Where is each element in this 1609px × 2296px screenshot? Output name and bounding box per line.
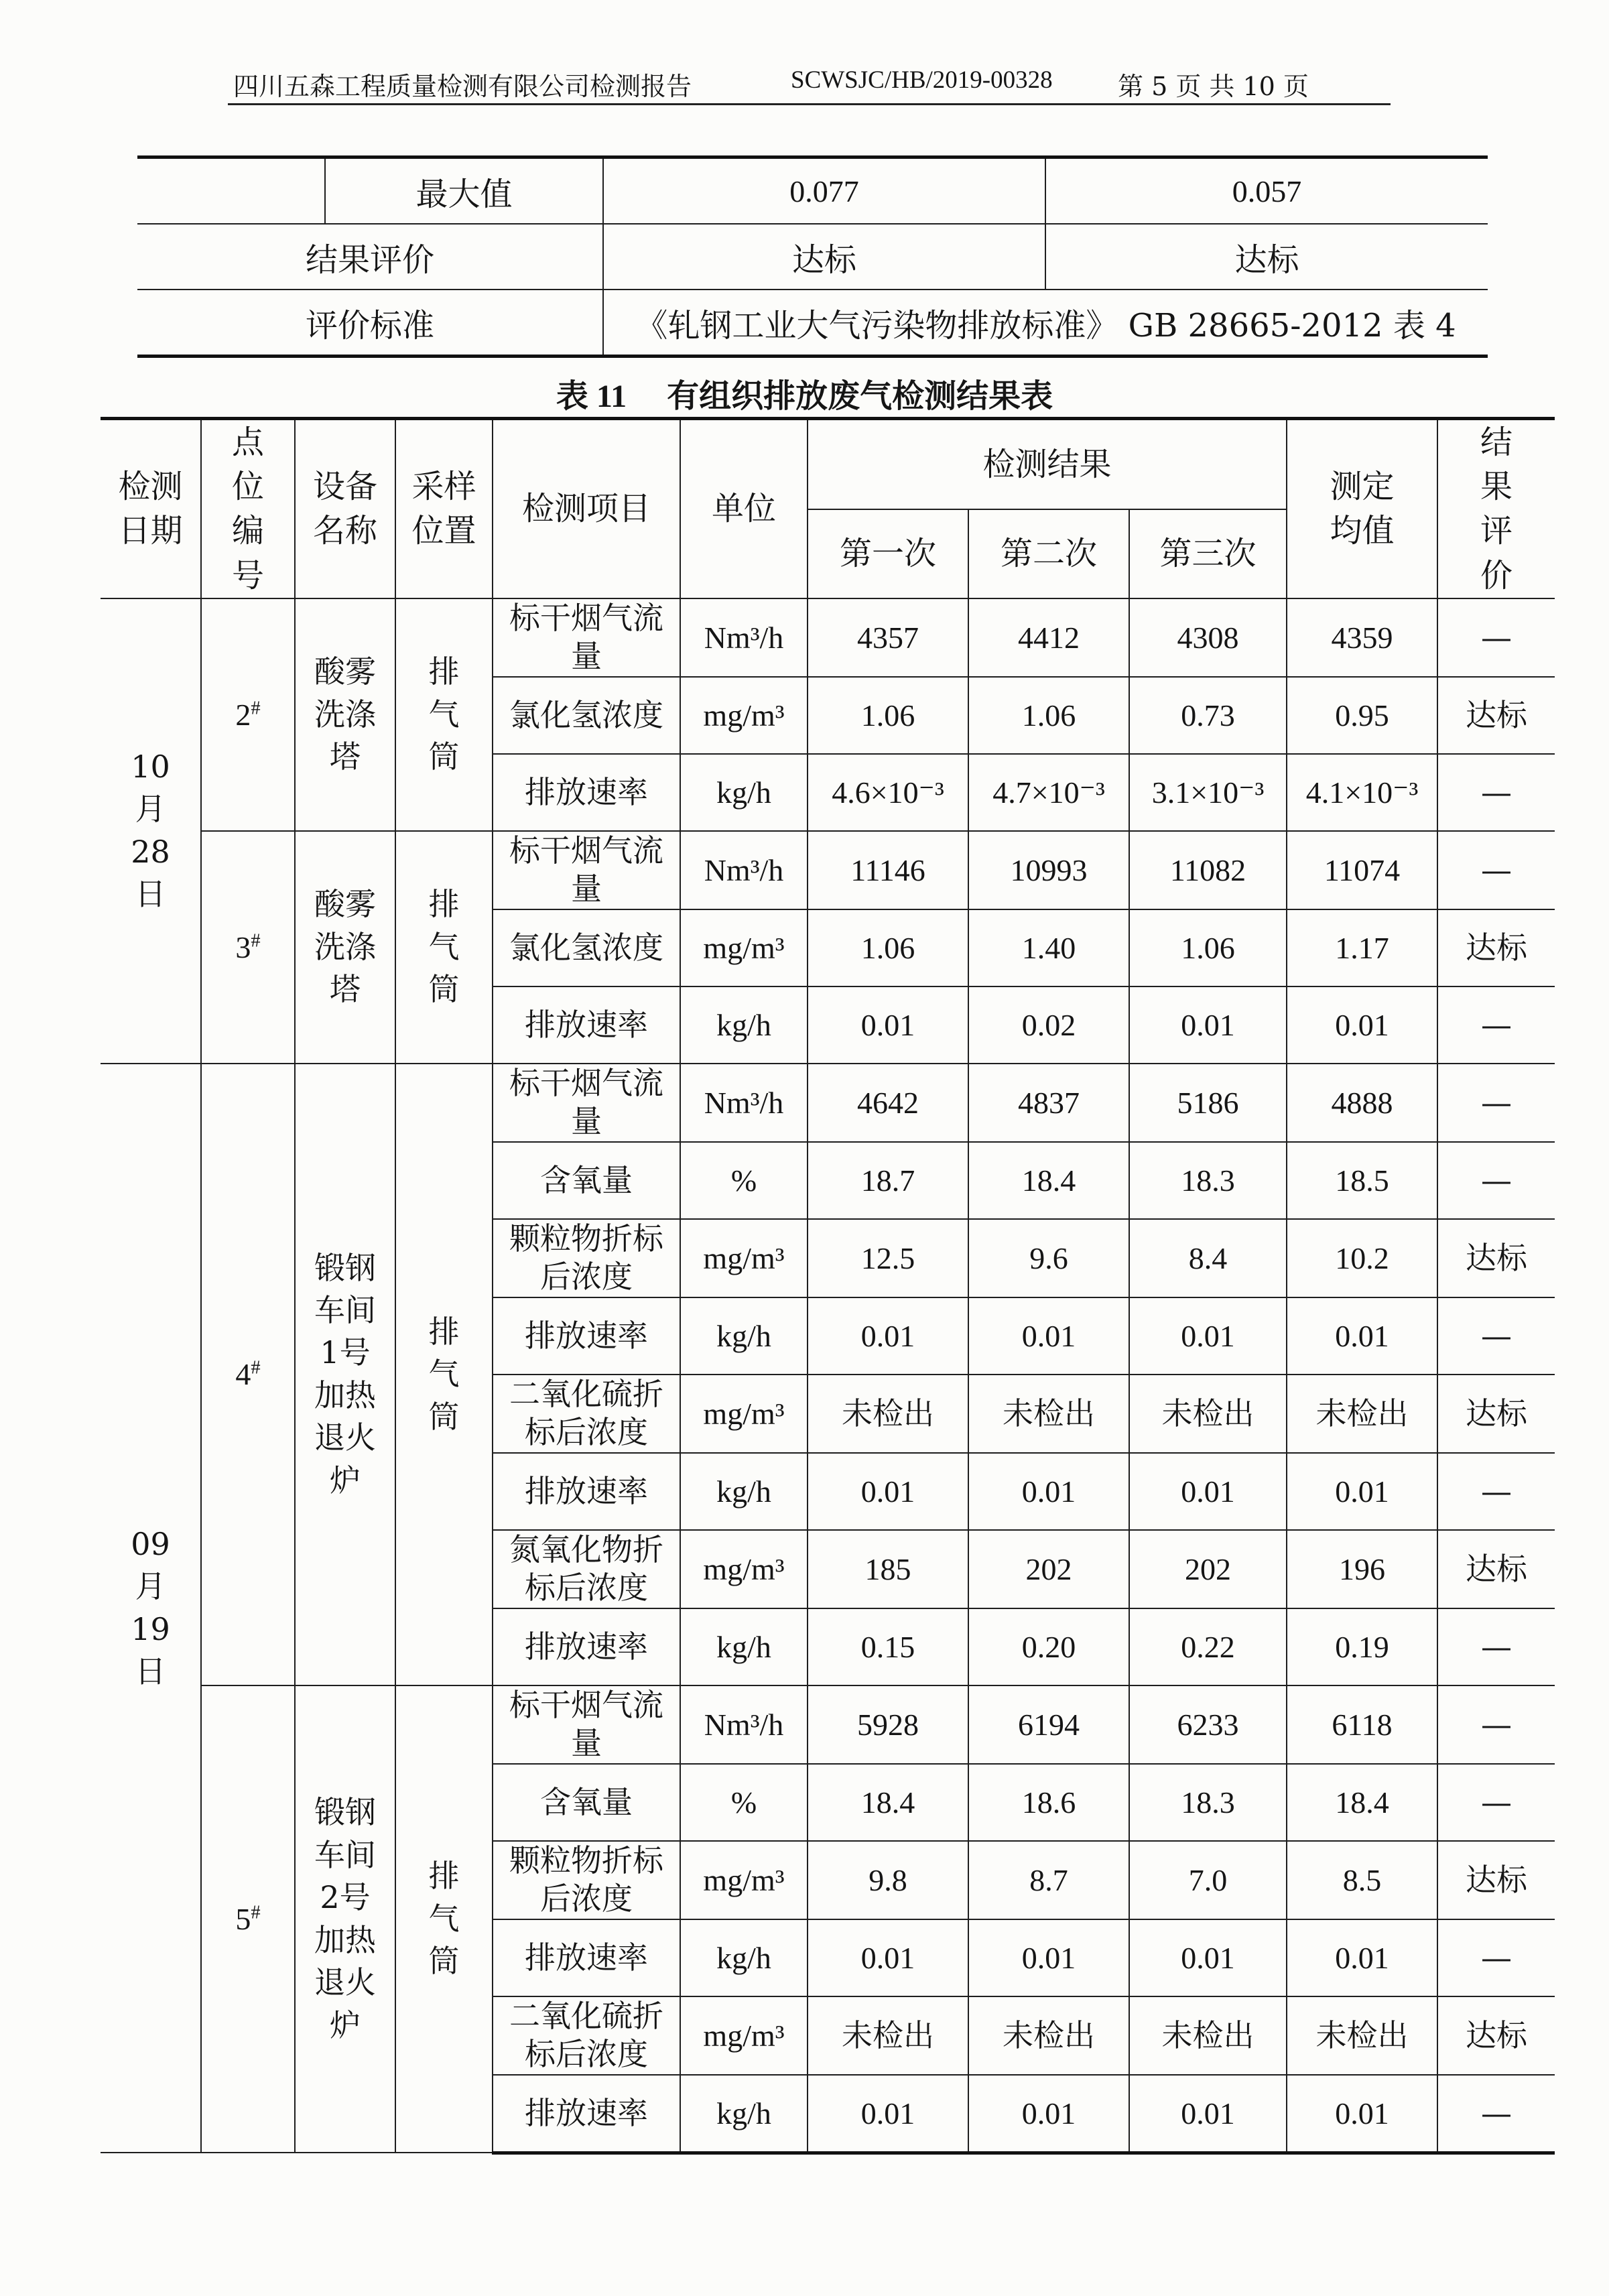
result-3-cell: 1.06 [1129,909,1287,986]
mean-cell: 8.5 [1287,1841,1437,1919]
evaluation-cell: 达标 [1437,1219,1555,1297]
max-value-1: 0.077 [603,157,1045,225]
unit-cell: mg/m³ [680,1530,808,1608]
col-sampling: 采样位置 [395,419,493,598]
point-number-mark: # [251,930,261,952]
table-row [101,1064,1555,1142]
result-2-cell: 0.20 [968,1608,1129,1685]
result-2-cell: 0.01 [968,1297,1129,1375]
result-1-cell: 9.8 [808,1841,968,1919]
sampling-cell: 排气筒 [395,1685,493,2153]
result-1-cell: 0.01 [808,1919,968,1996]
result-2-cell: 4412 [968,598,1129,677]
result-3-cell: 11082 [1129,831,1287,909]
mean-cell: 18.4 [1287,1764,1437,1841]
standard-row [137,290,1488,357]
result-3-cell: 202 [1129,1530,1287,1608]
item-cell: 氮氧化物折标后浓度 [493,1530,680,1608]
unit-cell: Nm³/h [680,1685,808,1764]
result-2-cell: 4837 [968,1064,1129,1142]
unit-cell: % [680,1764,808,1841]
evaluation-cell: — [1437,2075,1555,2153]
point-cell: 3# [201,831,295,1064]
mean-cell: 11074 [1287,831,1437,909]
item-cell: 氯化氢浓度 [493,909,680,986]
item-cell: 颗粒物折标后浓度 [493,1219,680,1297]
table-row [101,1685,1555,1764]
equipment-cell: 锻钢车间1号加热退火炉 [295,1064,395,1685]
result-1-cell: 11146 [808,831,968,909]
result-2-cell: 10993 [968,831,1129,909]
max-label-spacer [137,157,325,225]
result-1-cell: 0.01 [808,2075,968,2153]
unit-cell: mg/m³ [680,1219,808,1297]
sampling-cell: 排气筒 [395,831,493,1064]
header-report-code: SCWSJC/HB/2019-00328 [791,66,1053,94]
result-2-cell: 0.01 [968,1919,1129,1996]
result-3-cell: 3.1×10⁻³ [1129,754,1287,831]
item-cell: 二氧化硫折标后浓度 [493,1996,680,2075]
result-2-cell: 0.01 [968,2075,1129,2153]
max-value-2: 0.057 [1045,157,1488,225]
evaluation-cell: — [1437,1142,1555,1219]
evaluation-cell: — [1437,598,1555,677]
col-evaluation: 结果评价 [1437,419,1555,598]
unit-cell: kg/h [680,1919,808,1996]
result-3-cell: 8.4 [1129,1219,1287,1297]
result-1-cell: 0.15 [808,1608,968,1685]
table-caption [0,370,1609,416]
unit-cell: mg/m³ [680,909,808,986]
result-2-cell: 0.02 [968,986,1129,1064]
result-value-1: 达标 [603,224,1045,290]
evaluation-cell: 达标 [1437,677,1555,754]
standard-value: 《轧钢工业大气污染物排放标准》 GB 28665-2012 表 4 [603,290,1488,357]
table-row [101,598,1555,677]
mean-cell: 未检出 [1287,1375,1437,1453]
table-row [101,831,1555,909]
result-3-cell: 18.3 [1129,1142,1287,1219]
result-2-cell: 8.7 [968,1841,1129,1919]
item-cell: 氯化氢浓度 [493,677,680,754]
col-item: 检测项目 [493,419,680,598]
point-number-mark: # [251,698,261,719]
mean-cell: 4.1×10⁻³ [1287,754,1437,831]
result-3-cell: 7.0 [1129,1841,1287,1919]
result-2-cell: 4.7×10⁻³ [968,754,1129,831]
result-1-cell: 4357 [808,598,968,677]
col-results: 检测结果 [808,419,1287,509]
evaluation-cell: — [1437,1453,1555,1530]
unit-cell: Nm³/h [680,598,808,677]
result-3-cell: 0.22 [1129,1608,1287,1685]
unit-cell: kg/h [680,1297,808,1375]
result-3-cell: 6233 [1129,1685,1287,1764]
result-2-cell: 0.01 [968,1453,1129,1530]
result-1-cell: 18.7 [808,1142,968,1219]
max-label: 最大值 [325,157,603,225]
mean-cell: 未检出 [1287,1996,1437,2075]
result-1-cell: 4642 [808,1064,968,1142]
unit-cell: kg/h [680,754,808,831]
header-rule [228,103,1391,105]
result-3-cell: 0.73 [1129,677,1287,754]
previous-table-remainder [137,155,1488,358]
evaluation-cell: — [1437,986,1555,1064]
result-1-cell: 0.01 [808,986,968,1064]
evaluation-cell: — [1437,1764,1555,1841]
item-cell: 排放速率 [493,1297,680,1375]
item-cell: 标干烟气流量 [493,1685,680,1764]
unit-cell: % [680,1142,808,1219]
item-cell: 含氧量 [493,1764,680,1841]
point-number-mark: # [251,1357,261,1379]
max-row [137,157,1488,225]
result-1-cell: 18.4 [808,1764,968,1841]
result-label: 结果评价 [137,224,603,290]
result-3-cell: 未检出 [1129,1375,1287,1453]
date-cell: 10月28日 [101,598,201,1064]
mean-cell: 0.01 [1287,1297,1437,1375]
unit-cell: mg/m³ [680,1375,808,1453]
point-number-mark: # [251,1902,261,1923]
caption-title: 有组织排放废气检测结果表 [667,377,1053,415]
result-1-cell: 4.6×10⁻³ [808,754,968,831]
unit-cell: Nm³/h [680,1064,808,1142]
item-cell: 排放速率 [493,754,680,831]
evaluation-cell: 达标 [1437,1375,1555,1453]
result-2-cell: 18.4 [968,1142,1129,1219]
evaluation-cell: — [1437,1919,1555,1996]
results-body [101,598,1555,2153]
item-cell: 排放速率 [493,1453,680,1530]
item-cell: 排放速率 [493,1919,680,1996]
item-cell: 二氧化硫折标后浓度 [493,1375,680,1453]
mean-cell: 10.2 [1287,1219,1437,1297]
mean-cell: 4359 [1287,598,1437,677]
evaluation-cell: 达标 [1437,909,1555,986]
mean-cell: 0.01 [1287,1453,1437,1530]
equipment-cell: 锻钢车间2号加热退火炉 [295,1685,395,2153]
col-point: 点位编号 [201,419,295,598]
result-3-cell: 18.3 [1129,1764,1287,1841]
mean-cell: 0.19 [1287,1608,1437,1685]
col-second: 第二次 [968,509,1129,598]
result-1-cell: 12.5 [808,1219,968,1297]
header-company: 四川五森工程质量检测有限公司检测报告 [233,72,692,101]
mean-cell: 6118 [1287,1685,1437,1764]
result-1-cell: 未检出 [808,1375,968,1453]
result-1-cell: 5928 [808,1685,968,1764]
item-cell: 排放速率 [493,986,680,1064]
date-cell: 09月19日 [101,1064,201,2153]
result-value-2: 达标 [1045,224,1488,290]
item-cell: 标干烟气流量 [493,1064,680,1142]
header-page-info: 第 5 页 共 10 页 [1118,72,1309,101]
result-3-cell: 0.01 [1129,2075,1287,2153]
unit-cell: mg/m³ [680,677,808,754]
mean-cell: 0.95 [1287,677,1437,754]
result-2-cell: 6194 [968,1685,1129,1764]
mean-cell: 0.01 [1287,986,1437,1064]
caption-number: 表 11 [556,379,627,414]
col-mean: 测定均值 [1287,419,1437,598]
result-row [137,224,1488,290]
standard-label: 评价标准 [137,290,603,357]
result-3-cell: 5186 [1129,1064,1287,1142]
result-2-cell: 9.6 [968,1219,1129,1297]
unit-cell: mg/m³ [680,1841,808,1919]
result-1-cell: 0.01 [808,1297,968,1375]
result-3-cell: 未检出 [1129,1996,1287,2075]
col-first: 第一次 [808,509,968,598]
sampling-cell: 排气筒 [395,598,493,831]
emission-results-table [101,417,1555,2155]
mean-cell: 18.5 [1287,1142,1437,1219]
col-date: 检测日期 [101,419,201,598]
item-cell: 排放速率 [493,1608,680,1685]
result-1-cell: 0.01 [808,1453,968,1530]
mean-cell: 0.01 [1287,1919,1437,1996]
result-2-cell: 202 [968,1530,1129,1608]
unit-cell: Nm³/h [680,831,808,909]
result-2-cell: 1.06 [968,677,1129,754]
mean-cell: 4888 [1287,1064,1437,1142]
evaluation-cell: — [1437,1685,1555,1764]
result-2-cell: 1.40 [968,909,1129,986]
item-cell: 排放速率 [493,2075,680,2153]
evaluation-cell: — [1437,1608,1555,1685]
unit-cell: kg/h [680,986,808,1064]
result-3-cell: 0.01 [1129,986,1287,1064]
result-1-cell: 未检出 [808,1996,968,2075]
col-third: 第三次 [1129,509,1287,598]
result-2-cell: 18.6 [968,1764,1129,1841]
result-3-cell: 0.01 [1129,1453,1287,1530]
item-cell: 标干烟气流量 [493,598,680,677]
result-3-cell: 4308 [1129,598,1287,677]
point-cell: 2# [201,598,295,831]
point-cell: 4# [201,1064,295,1685]
evaluation-cell: — [1437,831,1555,909]
evaluation-cell: 达标 [1437,1841,1555,1919]
result-1-cell: 185 [808,1530,968,1608]
evaluation-cell: 达标 [1437,1996,1555,2075]
equipment-cell: 酸雾洗涤塔 [295,598,395,831]
point-cell: 5# [201,1685,295,2153]
result-2-cell: 未检出 [968,1375,1129,1453]
unit-cell: kg/h [680,1453,808,1530]
evaluation-cell: — [1437,1297,1555,1375]
item-cell: 含氧量 [493,1142,680,1219]
evaluation-cell: — [1437,754,1555,831]
unit-cell: kg/h [680,1608,808,1685]
col-equipment: 设备名称 [295,419,395,598]
mean-cell: 0.01 [1287,2075,1437,2153]
unit-cell: kg/h [680,2075,808,2153]
result-2-cell: 未检出 [968,1996,1129,2075]
sampling-cell: 排气筒 [395,1064,493,1685]
col-unit: 单位 [680,419,808,598]
result-3-cell: 0.01 [1129,1919,1287,1996]
equipment-cell: 酸雾洗涤塔 [295,831,395,1064]
item-cell: 颗粒物折标后浓度 [493,1841,680,1919]
result-3-cell: 0.01 [1129,1297,1287,1375]
result-1-cell: 1.06 [808,677,968,754]
result-1-cell: 1.06 [808,909,968,986]
evaluation-cell: 达标 [1437,1530,1555,1608]
mean-cell: 1.17 [1287,909,1437,986]
evaluation-cell: — [1437,1064,1555,1142]
item-cell: 标干烟气流量 [493,831,680,909]
header-row-1 [101,419,1555,509]
mean-cell: 196 [1287,1530,1437,1608]
unit-cell: mg/m³ [680,1996,808,2075]
